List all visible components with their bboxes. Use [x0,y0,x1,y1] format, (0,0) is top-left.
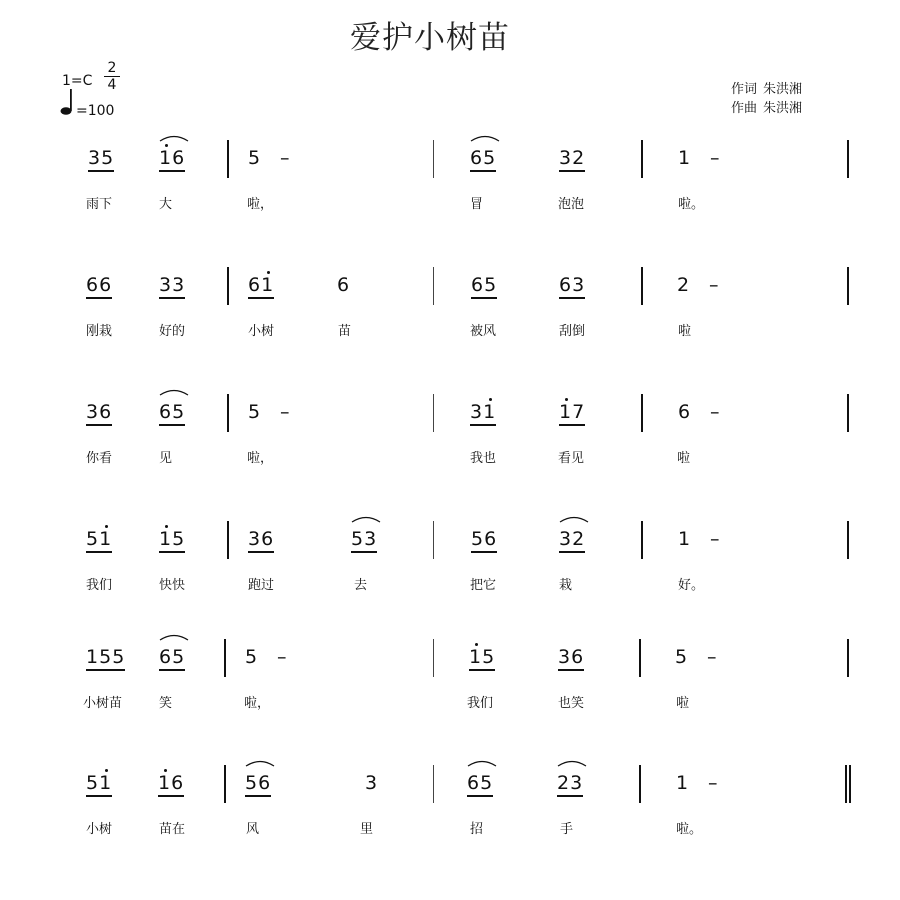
note-digit: 6 [559,274,573,296]
dash-extension: – [710,528,720,550]
lyric-text: 去 [354,578,368,593]
lyric-text: 冒 [470,197,484,212]
note-digit: 6 [86,274,100,296]
note-digit: 3 [559,147,573,169]
note-digits [159,401,185,426]
note-digits [678,401,691,423]
slur-mark [245,759,275,767]
note-group [337,274,350,296]
lyricist-credit [731,80,802,99]
barline [847,267,849,305]
lyric-text: 啦 [676,696,690,711]
lyric-text: 小树苗 [83,696,123,711]
note-digits [471,274,497,299]
note-digit: 6 [678,401,692,423]
note-digits [248,401,261,423]
note-group [470,401,496,423]
barline [847,639,849,677]
note-digits [559,528,585,553]
high-octave-note: 1 [559,401,573,423]
note-group [677,274,690,296]
high-octave-note: 1 [159,147,173,169]
lyric-text: 苗 [338,324,352,339]
slur-mark [159,388,189,396]
note-digit: 2 [677,274,691,296]
note-digits [245,646,258,668]
note-digits [337,274,350,296]
dash-extension: – [277,646,287,668]
barline [641,140,643,178]
note-digit: 5 [172,528,186,550]
note-group [159,147,185,169]
lyric-text: 把它 [470,578,497,593]
barline [639,765,641,803]
note-digits [248,274,274,299]
note-digit: 5 [482,646,496,668]
note-digit: 5 [471,528,485,550]
note-group [158,772,184,794]
note-group [248,401,261,423]
barline [641,521,643,559]
note-digits [86,528,112,553]
note-digits [559,401,585,426]
lyric-text: 看见 [558,451,585,466]
dash-extension: – [280,147,290,169]
barline [639,639,641,677]
note-digit: 2 [572,528,586,550]
lyric-text: 啦。 [678,197,705,212]
note-digit: 6 [470,147,484,169]
barline [433,521,434,559]
barline [847,394,849,432]
note-group [678,528,691,550]
lyricist-name: 朱洪湘 [763,82,803,97]
lyric-text: 刚栽 [86,324,113,339]
note-group [469,646,495,668]
lyric-text: 啦。 [676,822,703,837]
note-digit: 6 [172,147,186,169]
note-group [559,528,585,550]
barline [433,765,434,803]
note-digit: 5 [483,147,497,169]
lyric-text: 里 [360,822,374,837]
note-digit: 3 [86,401,100,423]
note-digits [467,772,493,797]
note-group [676,772,689,794]
slur-mark [557,759,587,767]
note-digit: 5 [86,528,100,550]
note-digits [678,528,691,550]
note-digit: 5 [86,772,100,794]
note-digit: 6 [159,646,173,668]
high-octave-note: 1 [469,646,483,668]
lyric-text: 啦， [244,696,271,711]
note-group [559,147,585,169]
note-group [471,274,497,296]
note-group [675,646,688,668]
dash-extension: – [710,147,720,169]
lyric-text: 小树 [248,324,275,339]
barline [641,394,643,432]
barline [224,765,226,803]
note-digits [471,528,497,553]
note-digit: 6 [258,772,272,794]
note-digit: 3 [365,772,379,794]
note-digit: 1 [86,646,100,668]
note-group [159,646,185,668]
note-digit: 5 [172,401,186,423]
note-digit: 6 [248,274,262,296]
lyric-text: 栽 [559,578,573,593]
note-digits [88,147,114,172]
note-digits [248,147,261,169]
note-group [248,528,274,550]
note-digit: 6 [99,401,113,423]
note-digits [158,772,184,797]
note-digits [557,772,583,797]
note-digit: 1 [678,528,692,550]
high-octave-note: 1 [261,274,275,296]
note-group [365,772,378,794]
note-group [471,528,497,550]
note-digit: 2 [572,147,586,169]
lyric-text: 苗在 [159,822,186,837]
barline [433,267,434,305]
dash-extension: – [708,772,718,794]
note-digit: 5 [101,147,115,169]
note-digit: 5 [245,646,259,668]
dash-extension: – [280,401,290,423]
note-digit: 6 [467,772,481,794]
note-digit: 3 [559,528,573,550]
note-digits [245,772,271,797]
lyric-text: 小树 [86,822,113,837]
barline [433,140,434,178]
time-numerator: 2 [104,60,120,77]
lyric-text: 我们 [467,696,494,711]
note-digits [365,772,378,794]
barline [433,394,434,432]
note-group [558,646,584,668]
note-digit: 1 [676,772,690,794]
note-group [678,147,691,169]
lyric-text: 啦 [678,324,692,339]
note-digit: 6 [471,274,485,296]
note-group [559,274,585,296]
high-octave-note: 1 [99,528,113,550]
note-digit: 5 [248,401,262,423]
lyric-text: 被风 [470,324,497,339]
note-digit: 6 [337,274,351,296]
lyric-text: 风 [246,822,260,837]
note-digits [86,274,112,299]
note-group [86,274,112,296]
barline [227,521,229,559]
lyric-text: 你看 [86,451,113,466]
note-group [351,528,377,550]
barline [433,639,434,677]
final-barline [845,765,847,803]
slur-mark [467,759,497,767]
note-group [86,646,125,668]
note-digits [351,528,377,553]
barline [641,267,643,305]
note-digits [675,646,688,668]
note-digit: 1 [678,147,692,169]
note-digit: 6 [571,646,585,668]
note-digit: 5 [480,772,494,794]
composer-credit [731,99,802,118]
note-group [86,401,112,423]
high-octave-note: 1 [99,772,113,794]
lyric-text: 大 [159,197,173,212]
note-digits [86,646,125,671]
high-octave-note: 1 [159,528,173,550]
note-digit: 3 [159,274,173,296]
note-digit: 6 [99,274,113,296]
note-digits [559,274,585,299]
lyric-text: 啦 [677,451,691,466]
note-digit: 5 [172,646,186,668]
note-digit: 3 [572,274,586,296]
note-group [678,401,691,423]
note-digits [469,646,495,671]
barline [227,267,229,305]
lyric-text: 雨下 [86,197,113,212]
note-group [245,646,258,668]
slur-mark [559,515,589,523]
high-octave-note: 1 [483,401,497,423]
note-digits [86,772,112,797]
lyric-text: 我们 [86,578,113,593]
note-group [557,772,583,794]
lyricist-role: 作词 [731,82,758,97]
note-group [248,147,261,169]
time-signature [104,60,120,93]
composer-name: 朱洪湘 [763,101,803,116]
note-digits [159,274,185,299]
note-digit: 6 [484,528,498,550]
note-digits [676,772,689,794]
barline [227,394,229,432]
lyric-text: 啦， [247,197,274,212]
note-digit: 6 [171,772,185,794]
note-digit: 3 [570,772,584,794]
note-digits [470,147,496,172]
note-group [245,772,271,794]
note-group [159,401,185,423]
lyric-text: 刮倒 [559,324,586,339]
note-digit: 5 [99,646,113,668]
note-digits [248,528,274,553]
barline [224,639,226,677]
tempo-value: =100 [76,103,115,119]
note-digit: 5 [248,147,262,169]
note-group [88,147,114,169]
lyric-text: 快快 [159,578,186,593]
lyric-text: 笑 [159,696,173,711]
lyric-text: 招 [470,822,484,837]
slur-mark [470,134,500,142]
note-group [86,772,112,794]
note-digit: 2 [557,772,571,794]
lyric-text: 好。 [678,578,705,593]
composer-role: 作曲 [731,101,758,116]
lyric-text: 啦， [247,451,274,466]
note-digit: 6 [261,528,275,550]
note-digit: 3 [248,528,262,550]
song-title: 爱护小树苗 [350,20,510,56]
note-digits [86,401,112,426]
note-digits [159,528,185,553]
lyric-text: 见 [159,451,173,466]
lyric-text: 跑过 [248,578,275,593]
note-group [559,401,585,423]
note-digit: 5 [112,646,126,668]
note-digit: 5 [351,528,365,550]
credits [731,80,802,118]
barline [847,140,849,178]
note-digit: 3 [470,401,484,423]
lyric-text: 我也 [470,451,497,466]
lyric-text: 泡泡 [558,197,585,212]
note-digits [678,147,691,169]
lyric-text: 手 [560,822,574,837]
lyric-text: 好的 [159,324,186,339]
note-digit: 3 [558,646,572,668]
key-signature: 1=C [62,73,93,89]
slur-mark [159,633,189,641]
note-group [86,528,112,550]
note-digits [558,646,584,671]
note-digit: 3 [172,274,186,296]
note-digit: 5 [245,772,259,794]
final-barline-thin [849,765,851,803]
note-group [470,147,496,169]
note-digits [677,274,690,296]
note-digit: 7 [572,401,586,423]
quarter-note-icon [60,88,74,116]
barline [227,140,229,178]
barline [847,521,849,559]
note-digits [159,646,185,671]
note-digits [470,401,496,426]
dash-extension: – [709,274,719,296]
note-group [159,274,185,296]
slur-mark [159,134,189,142]
note-digits [159,147,185,172]
high-octave-note: 1 [158,772,172,794]
note-digit: 6 [159,401,173,423]
dash-extension: – [707,646,717,668]
slur-mark [351,515,381,523]
lyric-text: 也笑 [558,696,585,711]
note-digit: 5 [484,274,498,296]
note-digits [559,147,585,172]
note-group [467,772,493,794]
note-digit: 3 [364,528,378,550]
note-group [159,528,185,550]
time-denominator: 4 [107,77,117,93]
dash-extension: – [710,401,720,423]
note-digit: 5 [675,646,689,668]
note-digit: 3 [88,147,102,169]
note-group [248,274,274,296]
